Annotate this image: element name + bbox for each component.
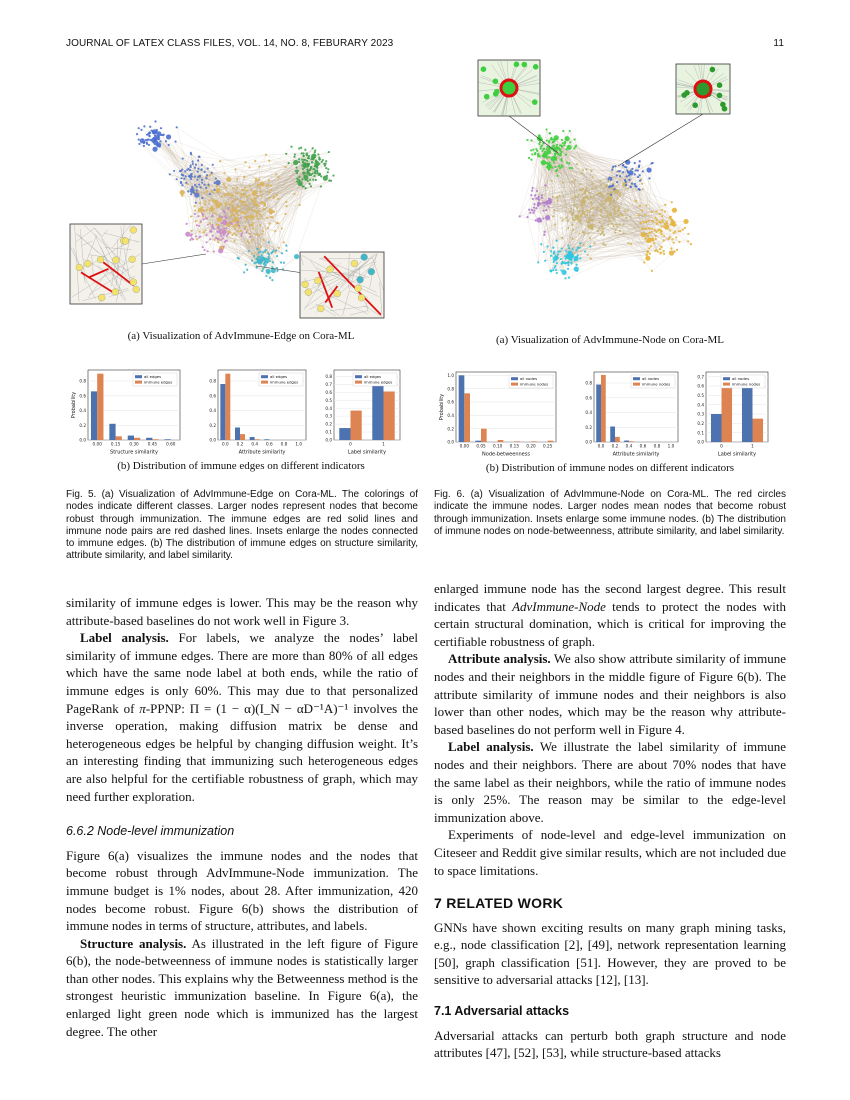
y-tick-label: 0.3 <box>697 411 704 417</box>
x-tick-label: 0.6 <box>265 441 273 447</box>
paragraph-label-analysis: Label analysis. For labels, we analyze the nodes’ label similarity of immune edges. There are more than 80% of all edges which have the same node label at both ends, while the ratio of immune edges is only 60%. This may due to that personalized PageRank of π-PPNP: Π = (1 − α)(I_N − αD⁻¹A)⁻¹ involves the inverse operation, making diffusion matrix be dense and heterogeneous edges be helpful by changing diffusion weight. It’s an interesting finding that immunizing such heterogeneous edges are also helpful for the certifiable robustness of graph, which may need further exploration. <box>66 630 419 804</box>
x-tick-label: 0.00 <box>459 443 469 449</box>
y-tick-label: 0.4 <box>447 412 454 418</box>
bar <box>116 436 122 440</box>
x-tick-label: 1.0 <box>667 443 675 449</box>
legend-swatch <box>511 377 518 380</box>
y-tick-label: 0.3 <box>325 413 332 419</box>
bar <box>742 385 753 442</box>
x-tick-label: 0.2 <box>236 441 244 447</box>
y-tick-label: 0.2 <box>697 420 704 426</box>
chart-attribute-similarity-nodes <box>576 368 682 463</box>
bar <box>464 393 470 442</box>
y-tick-label: 0.2 <box>447 426 454 432</box>
x-tick-label: 0.4 <box>251 441 259 447</box>
inline-formula: Π = (1 − α)(I_N − αD⁻¹A)⁻¹ <box>189 700 349 716</box>
bar <box>531 441 537 442</box>
x-tick-label: 0.4 <box>625 443 633 449</box>
x-tick-label: 0.30 <box>129 441 139 447</box>
y-tick-label: 1.0 <box>447 372 454 378</box>
bar <box>711 414 722 442</box>
right-column <box>434 580 786 1062</box>
bar <box>498 440 504 442</box>
x-tick-label: 0.20 <box>526 443 536 449</box>
bar <box>152 439 158 440</box>
subsection-heading: 6.6.2 Node-level immunization <box>66 824 235 839</box>
x-tick-label: 0.15 <box>110 441 121 447</box>
inset-zoom <box>478 60 558 153</box>
y-tick-label: 0.4 <box>209 408 216 414</box>
bar <box>97 374 103 440</box>
y-tick-label: 0.6 <box>447 399 454 405</box>
x-tick-label: 1 <box>751 443 754 449</box>
bar <box>339 428 350 440</box>
bar <box>629 441 634 442</box>
y-tick-label: 0.0 <box>79 437 86 443</box>
x-tick-label: 0.45 <box>147 441 158 447</box>
y-tick-label: 0.8 <box>79 378 86 384</box>
method-name: AdvImmune-Node <box>512 598 606 614</box>
bar <box>601 375 606 442</box>
x-tick-label: 0.8 <box>280 441 288 447</box>
fig5a-subcaption: (a) Visualization of AdvImmune-Edge on Cora-ML <box>127 330 355 342</box>
bar <box>128 436 134 440</box>
bar <box>615 437 620 442</box>
x-axis-label: Attribute similarity <box>238 449 286 456</box>
bar <box>481 429 487 442</box>
y-tick-label: 0.8 <box>325 373 332 379</box>
y-tick-label: 0.7 <box>697 374 704 380</box>
x-tick-label: 0.15 <box>509 443 519 449</box>
chart-node-betweenness <box>438 368 560 463</box>
legend-entry: immune edges <box>270 379 299 385</box>
x-tick-label: 0 <box>720 443 723 449</box>
y-tick-label: 0.0 <box>447 439 454 445</box>
paragraph: Figure 6(a) visualizes the immune nodes and the nodes that become robust through AdvImmune-Node immunization. The immune budget is 1% nodes, about 28. After immunization, 420 nodes become robust. Figure 6(b) shows the distribution of immune nodes in terms of structure, attributes, and labels. <box>66 847 418 934</box>
bar <box>220 384 225 440</box>
page-number: 11 <box>773 38 784 49</box>
inset-zoom <box>256 252 384 318</box>
subsection-heading: 7.1 Adversarial attacks <box>434 1004 570 1019</box>
paragraph: GNNs have shown exciting results on many graph mining tasks, e.g., node classification [2], [49], network representation learning [50], graph classification [51]. However, they are proved to be sensitive to adversarial attacks [12], [13]. <box>434 919 786 988</box>
x-tick-label: 0.0 <box>221 441 229 447</box>
paragraph: Experiments of node-level and edge-level immunization on Citeseer and Reddit give similar results, which are not included due to space limitations. <box>434 827 786 878</box>
legend-entry: all nodes <box>642 376 660 381</box>
bar <box>384 391 395 440</box>
x-tick-label: 0.6 <box>639 443 647 449</box>
y-tick-label: 0.6 <box>585 395 592 401</box>
x-tick-label: 0.10 <box>493 443 503 449</box>
x-tick-label: 0.8 <box>653 443 661 449</box>
fig6b-subcaption: (b) Distribution of immune nodes on different indicators <box>485 462 735 474</box>
legend-swatch <box>261 381 268 384</box>
legend-swatch <box>355 381 362 384</box>
x-axis-label: Structure similarity <box>110 449 158 456</box>
running-header: JOURNAL OF LATEX CLASS FILES, VOL. 14, NO. 8, FEBURARY 2023 <box>66 38 394 49</box>
legend-swatch <box>355 375 362 378</box>
paragraph-structure-analysis: Structure analysis. As illustrated in the left figure of Figure 6(b), the node-betweenness of immune nodes is statistically larger than other nodes. This explains why the Betweenness method is the strongest heuristic immunization baseline. In Figure 6(a), the enlarged light green node which is immunized has the largest degree. The other <box>66 935 419 1039</box>
bar <box>753 419 764 442</box>
legend-swatch <box>135 375 142 378</box>
y-tick-label: 0.6 <box>325 389 332 395</box>
y-tick-label: 0.1 <box>325 429 332 435</box>
y-tick-label: 0.5 <box>697 392 704 398</box>
legend-swatch <box>135 381 142 384</box>
bar <box>235 427 240 440</box>
paragraph: Adversarial attacks can perturb both graph structure and node attributes [47], [52], [53], while structure-based attacks <box>434 1027 786 1061</box>
legend-entry: all nodes <box>520 376 538 381</box>
bar <box>475 441 481 442</box>
x-axis-label: Label similarity <box>717 451 757 458</box>
bar <box>146 438 152 440</box>
y-tick-label: 0.6 <box>79 393 86 399</box>
bar <box>596 385 601 442</box>
y-tick-label: 0.0 <box>325 437 332 443</box>
legend-entry: all edges <box>144 374 162 379</box>
y-axis-label: Probability <box>439 393 445 421</box>
y-tick-label: 0.5 <box>325 397 332 403</box>
y-tick-label: 0.4 <box>325 405 332 411</box>
legend-swatch <box>261 375 268 378</box>
bar <box>134 438 140 440</box>
bar <box>250 437 255 440</box>
legend-swatch <box>723 377 730 380</box>
run-in-heading: Label analysis. <box>80 630 169 646</box>
x-tick-label: 0.00 <box>92 441 102 447</box>
y-tick-label: 0.2 <box>79 422 86 428</box>
legend-entry: all edges <box>270 374 288 379</box>
fig6a-network-image <box>468 58 750 330</box>
y-axis-label: Probability <box>71 391 77 419</box>
bar <box>514 441 520 442</box>
y-tick-label: 0.1 <box>697 430 704 436</box>
fig5b-subcaption: (b) Distribution of immune edges on different indicators <box>117 460 365 472</box>
bar <box>548 441 554 442</box>
bar <box>165 439 171 440</box>
y-tick-label: 0.0 <box>585 439 592 445</box>
legend-entry: immune edges <box>364 379 393 385</box>
x-tick-label: 1 <box>382 441 385 447</box>
paragraph-label-analysis: Label analysis. We illustrate the label similarity of immune nodes and their neighbors. There are about 70% nodes that have the same label as their neighbors, while the ratio of immune nodes is only 25%. The reason may be similar to the edge-level immunization above. <box>434 739 786 825</box>
y-tick-label: 0.8 <box>447 386 454 392</box>
legend-swatch <box>511 383 518 386</box>
y-tick-label: 0.4 <box>697 402 704 408</box>
paragraph: enlarged immune node has the second largest degree. This result indicates that AdvImmune-Node tends to protect the nodes with certain structural domination, which is critical for improving the certifiable robustness of graph. <box>434 581 787 649</box>
bar <box>624 441 629 442</box>
paragraph: similarity of immune edges is lower. This may be the reason why attribute-based baselines do not work well in Figure 3. <box>66 595 418 628</box>
y-tick-label: 0.2 <box>585 424 592 430</box>
legend-swatch <box>633 383 640 386</box>
y-tick-label: 0.2 <box>325 421 332 427</box>
legend-entry: all edges <box>364 374 382 379</box>
x-tick-label: 0 <box>349 441 352 447</box>
bar <box>459 375 465 442</box>
chart-label-similarity-nodes <box>688 368 772 463</box>
bar <box>351 411 362 440</box>
run-in-heading: Structure analysis. <box>80 935 187 951</box>
y-tick-label: 0.0 <box>209 437 216 443</box>
x-axis-label: Node-betweenness <box>482 451 530 458</box>
y-tick-label: 0.4 <box>585 410 592 416</box>
chart-label-similarity-edges <box>316 366 404 461</box>
paragraph-attribute-analysis: Attribute analysis. We also show attribute similarity of immune nodes and their neighbors in the middle figure of Figure 6(b). The attribute similarity of immune nodes and their neighbors is also lower than other nodes, which may be the reason why attribute-based baselines do not perform well in Figure 4. <box>434 651 787 737</box>
y-tick-label: 0.8 <box>209 378 216 384</box>
fig6a-subcaption: (a) Visualization of AdvImmune-Node on Cora-ML <box>496 334 724 346</box>
section-heading: 7 RELATED WORK <box>434 895 564 912</box>
run-in-heading: Attribute analysis. <box>448 651 551 667</box>
legend-entry: immune edges <box>144 379 173 385</box>
y-tick-label: 0.6 <box>209 393 216 399</box>
y-tick-label: 0.8 <box>585 380 592 386</box>
y-tick-label: 0.6 <box>697 383 704 389</box>
x-tick-label: 0.05 <box>476 443 486 449</box>
bar <box>610 427 615 442</box>
y-tick-label: 0.4 <box>79 408 86 414</box>
legend-entry: immune nodes <box>642 381 671 387</box>
x-tick-label: 1.0 <box>295 441 303 447</box>
run-in-heading: Label analysis. <box>448 739 534 755</box>
bar <box>225 374 230 440</box>
left-column <box>66 594 418 1040</box>
chart-structure-similarity <box>70 366 184 461</box>
x-tick-label: 0.60 <box>166 441 176 447</box>
bar <box>109 424 115 440</box>
bar <box>240 434 245 440</box>
x-tick-label: 0.2 <box>611 443 619 449</box>
y-tick-label: 0.0 <box>697 439 704 445</box>
x-axis-label: Label similarity <box>347 449 387 456</box>
bar <box>264 439 269 440</box>
bar <box>255 439 260 440</box>
y-tick-label: 0.7 <box>325 381 332 387</box>
x-tick-label: 0.0 <box>597 443 605 449</box>
fig5-caption: Fig. 5. (a) Visualization of AdvImmune-Edge on Cora-ML. The colorings of nodes indicate different classes. Larger nodes represent nodes that become robust through immunization. The immune edges are red solid lines and immune node pairs are red dashed lines. Insets enlarge the nodes connected to immune edges. (b) The distribution of immune edges on structure similarity, attribute similarity, and label similarity. <box>66 489 418 562</box>
legend-entry: all nodes <box>732 376 750 381</box>
legend-swatch <box>723 383 730 386</box>
y-tick-label: 0.2 <box>209 422 216 428</box>
inset-zoom <box>618 64 730 166</box>
fig6-caption: Fig. 6. (a) Visualization of AdvImmune-Node on Cora-ML. The red circles indicate the immune nodes. Larger nodes mean nodes that become robust through immunization. Insets enlarge some immune nodes. (b) The distribution of immune nodes on node-betweenness, attribute similarity, and label similarity. <box>434 489 786 537</box>
x-axis-label: Attribute similarity <box>612 451 660 458</box>
legend-entry: immune nodes <box>732 381 761 387</box>
fig5a-network-image <box>66 56 416 328</box>
legend-entry: immune nodes <box>520 381 549 387</box>
legend-swatch <box>633 377 640 380</box>
bar <box>91 391 97 440</box>
chart-attribute-similarity-edges <box>200 366 310 461</box>
x-tick-label: 0.25 <box>543 443 553 449</box>
inset-zoom <box>70 224 206 304</box>
